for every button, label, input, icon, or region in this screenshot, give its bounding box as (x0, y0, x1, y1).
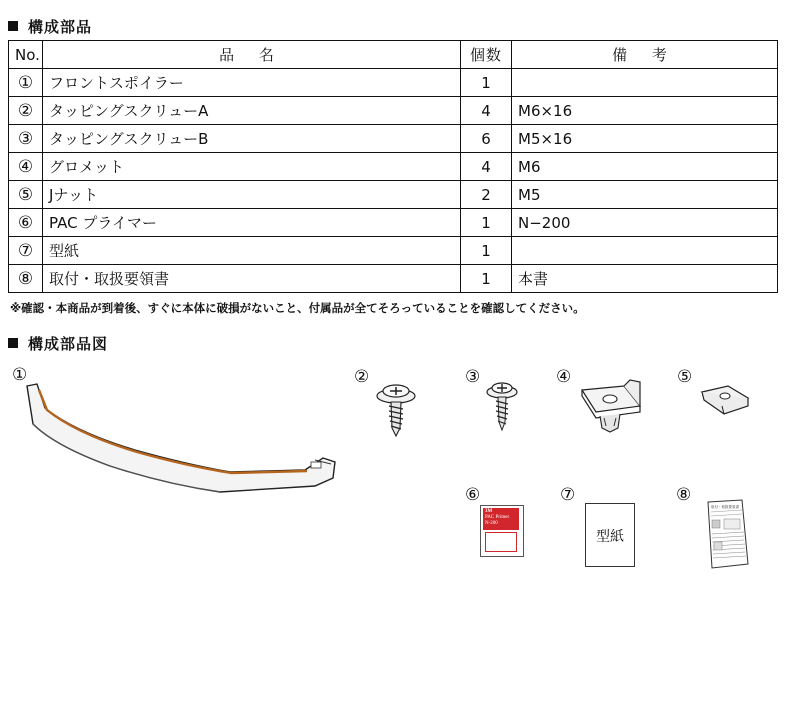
row-qty: 4 (461, 153, 512, 181)
grommet-figure (574, 376, 648, 436)
row-qty: 2 (461, 181, 512, 209)
primer-line2: N-200 (485, 521, 498, 526)
row-qty: 6 (461, 125, 512, 153)
row-name: PAC プライマー (43, 209, 461, 237)
primer-label (483, 508, 519, 530)
section-heading-diagram (8, 333, 108, 354)
j-nut-figure (698, 382, 752, 422)
parts-table (8, 40, 778, 293)
row-name: グロメット (43, 153, 461, 181)
table-row (9, 209, 778, 237)
primer-line1: PAC Primer (485, 515, 510, 520)
figure-label-7: ⑦ (560, 485, 576, 505)
row-remarks: M6×16 (512, 97, 778, 125)
instruction-manual-figure (702, 498, 752, 570)
confirmation-note: ※確認・本商品が到着後、すぐに本体に破損がないこと、付属品が全てそろっていることを確認してください。 (10, 301, 585, 315)
row-qty: 1 (461, 237, 512, 265)
row-remarks: M5×16 (512, 125, 778, 153)
row-name: 型紙 (43, 237, 461, 265)
section-title: 構成部品 (28, 18, 93, 36)
section-title: 構成部品図 (28, 335, 109, 353)
table-row (9, 265, 778, 293)
header-remarks: 備 考 (512, 41, 778, 69)
table-row (9, 153, 778, 181)
row-name: Jナット (43, 181, 461, 209)
row-no: ③ (9, 125, 43, 153)
row-remarks (512, 69, 778, 97)
table-row (9, 125, 778, 153)
row-qty: 1 (461, 209, 512, 237)
table-header-row (9, 41, 778, 69)
template-paper-figure (585, 503, 635, 567)
front-spoiler-figure (15, 380, 340, 500)
header-no: No. (9, 41, 43, 69)
row-no: ⑤ (9, 181, 43, 209)
row-no: ④ (9, 153, 43, 181)
row-qty: 1 (461, 265, 512, 293)
figure-label-3: ③ (465, 367, 481, 387)
row-remarks: M6 (512, 153, 778, 181)
figure-label-8: ⑧ (676, 485, 692, 505)
row-name: タッピングスクリューB (43, 125, 461, 153)
header-qty: 個数 (461, 41, 512, 69)
table-row (9, 97, 778, 125)
row-no: ② (9, 97, 43, 125)
figure-label-6: ⑥ (465, 485, 481, 505)
figure-label-1: ① (12, 365, 28, 385)
square-bullet-icon (8, 338, 18, 348)
primer-brand: 3M (485, 509, 493, 514)
square-bullet-icon (8, 21, 18, 31)
row-name: フロントスポイラー (43, 69, 461, 97)
row-remarks: 本書 (512, 265, 778, 293)
figure-label-4: ④ (556, 367, 572, 387)
row-no: ⑦ (9, 237, 43, 265)
row-no: ⑧ (9, 265, 43, 293)
row-name: タッピングスクリューA (43, 97, 461, 125)
table-row (9, 181, 778, 209)
row-qty: 1 (461, 69, 512, 97)
tapping-screw-b-figure (485, 378, 519, 434)
row-qty: 4 (461, 97, 512, 125)
figure-label-5: ⑤ (677, 367, 693, 387)
row-no: ⑥ (9, 209, 43, 237)
table-row (9, 69, 778, 97)
figure-label-2: ② (354, 367, 370, 387)
row-remarks (512, 237, 778, 265)
row-remarks: M5 (512, 181, 778, 209)
section-heading-parts (8, 16, 92, 37)
primer-pad (485, 532, 517, 552)
table-row (9, 237, 778, 265)
pac-primer-figure (480, 505, 524, 557)
row-name: 取付・取扱要領書 (43, 265, 461, 293)
header-name: 品 名 (43, 41, 461, 69)
tapping-screw-a-figure (374, 380, 418, 440)
template-text: 型紙 (596, 529, 624, 545)
row-remarks: N−200 (512, 209, 778, 237)
manual-title: 取付・取扱要領書 (711, 505, 739, 509)
row-no: ① (9, 69, 43, 97)
